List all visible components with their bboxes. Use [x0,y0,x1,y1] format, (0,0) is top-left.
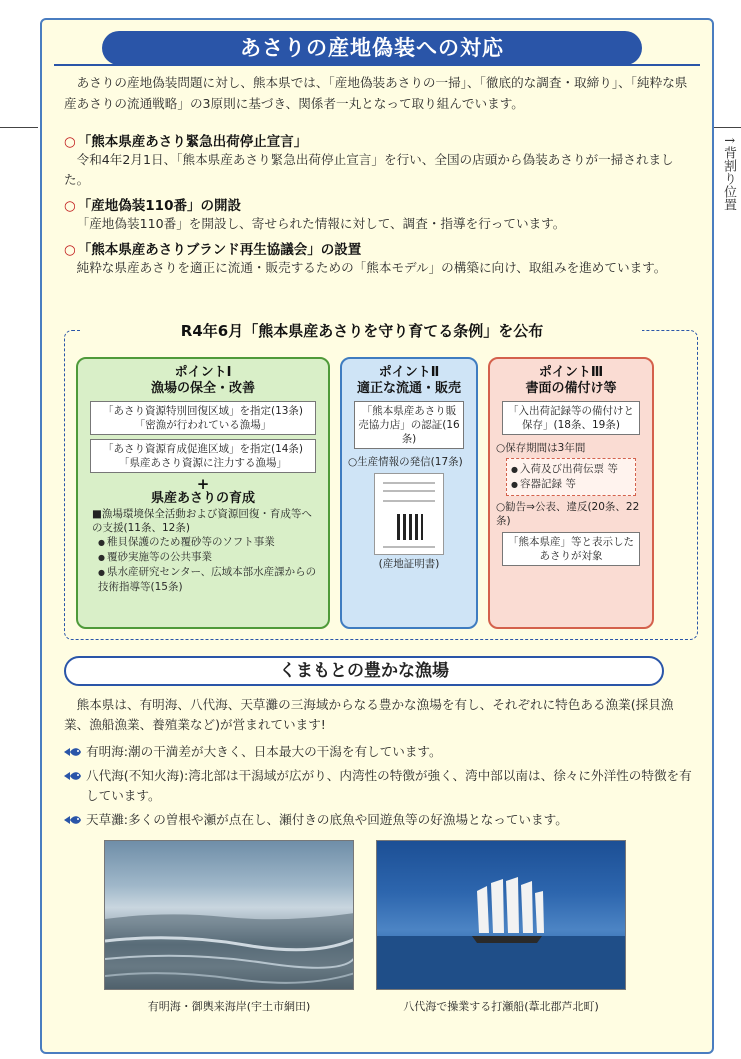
point-2-box: 「熊本県産あさり販売協力店」の認証(16条) [354,401,464,449]
ordinance-title: R4年6月「熊本県産あさりを守り育てる条例」を公布 [82,319,642,343]
list-item: ● 容器記録 等 [511,477,631,492]
point-1-subheading: 県産あさりの育成 [150,491,255,506]
point-1-bullets [98,535,322,594]
photo-caption-1: 有明海・御輿来海岸(宇土市網田) [147,1000,311,1013]
point-1-box-2: 「あさり資源育成促進区域」を指定(14条)「県産あさり資源に注力する漁場」 [90,439,316,473]
point-3-label: ポイントⅢ [538,365,604,380]
sea-item-yatsushiro: 八代海(不知火海):湾北部は干潟域が広がり、内湾性の特徴が強く、湾中部以南は、徐々に外洋性の特徴を有しています。 [62,766,698,806]
point-3-panel [488,357,654,629]
item-heading-1: ○ 「熊本県産あさり緊急出荷停止宣言」 [64,134,308,150]
point-1-box-1: 「あさり資源特別回復区域」を指定(13条)「密漁が行われている漁場」 [90,401,316,435]
sailing-boat-photo [376,840,626,990]
page-title: あさりの産地偽装への対応 [102,31,642,65]
point-3-heading: 書面の備付け等 [525,381,617,396]
point-3-records [506,458,636,496]
point-1-label: ポイントⅠ [174,365,232,380]
fish-icon [62,770,82,782]
plus-icon: + [196,475,210,493]
point-1-heading: 漁場の保全・改善 [150,381,255,396]
item-heading-3: ○ 「熊本県産あさりブランド再生協議会」の設置 [64,242,362,258]
item-body-3: 純粋な県産あさりを適正に流通・販売するための「熊本モデル」の構築に向け、取組みを進めています。 [76,260,667,275]
tidal-flat-photo [104,840,354,990]
section-title-fishery: くまもとの豊かな漁場 [64,656,664,686]
intro-paragraph: あさりの産地偽装問題に対し、熊本県では、「産地偽装あさりの一掃」、「徹底的な調査・取締り」、「純粋な県産あさりの流通戦略」の3原則に基づき、関係者一丸となって取り組んでいます。 [64,75,688,111]
point-2-heading: 適正な流通・販売 [356,381,461,396]
point-3-note: 「熊本県産」等と表示したあさりが対象 [502,532,640,566]
fish-icon [62,814,82,826]
sea-item-ariake: 有明海:潮の干満差が大きく、日本最大の干潟を有しています。 [62,742,698,762]
point-2-caption: (産地証明書) [378,558,440,570]
point-2-label: ポイントⅡ [378,365,440,380]
item-heading-2: ○ 「産地偽装110番」の開設 [64,198,241,214]
list-item: ● 入荷及び出荷伝票 等 [511,462,631,477]
cut-line-left [0,127,38,128]
fishery-intro: 熊本県は、有明海、八代海、天草灘の三海域からなる豊かな漁場を有し、それぞれに特色ある漁業(採貝漁業、漁船漁業、養殖業など)が営まれています! [64,697,674,732]
circle-mark-icon: ○ [64,242,76,258]
point-1-panel [76,357,330,629]
point-2-panel [340,357,478,629]
photo-caption-2: 八代海で操業する打瀬船(葦北郡芦北町) [403,1000,599,1013]
item-body-1: 令和4年2月1日、「熊本県産あさり緊急出荷停止宣言」を行い、全国の店頭から偽装あさりが一掃されました。 [64,152,674,187]
point-2-info: ○生産情報の発信(17条) [348,456,463,468]
list-item: ● 県水産研究センター、広域本部水産課からの技術指導等(15条) [98,565,322,594]
side-note: ↑背割り位置 [721,135,736,211]
sea-item-amakusa: 天草灘:多くの曽根や瀬が点在し、瀬付きの底魚や回遊魚等の好漁場となっています。 [62,810,698,830]
point-3-box: 「入出荷記録等の備付けと保存」(18条、19条) [502,401,640,435]
list-item: ● 覆砂実施等の公共事業 [98,550,322,565]
list-item: ● 稚貝保護のため覆砂等のソフト事業 [98,535,322,550]
point-1-lead: ■漁場環境保全活動および資源回復・育成等への支援(11条、12条) [92,508,312,534]
qr-code-icon [397,514,423,540]
circle-mark-icon: ○ [64,134,76,150]
item-body-2: 「産地偽装110番」を開設し、寄せられた情報に対して、調査・指導を行っています。 [76,216,566,231]
document-sheet [40,18,714,1054]
point-3-publish: ○勧告⇒公表、違反(20条、22条) [496,501,640,527]
certificate-image-icon [374,473,444,555]
cut-line-right [712,127,741,128]
point-3-period: ○保存期間は3年間 [496,442,586,454]
circle-mark-icon: ○ [64,198,76,214]
fish-icon [62,746,82,758]
